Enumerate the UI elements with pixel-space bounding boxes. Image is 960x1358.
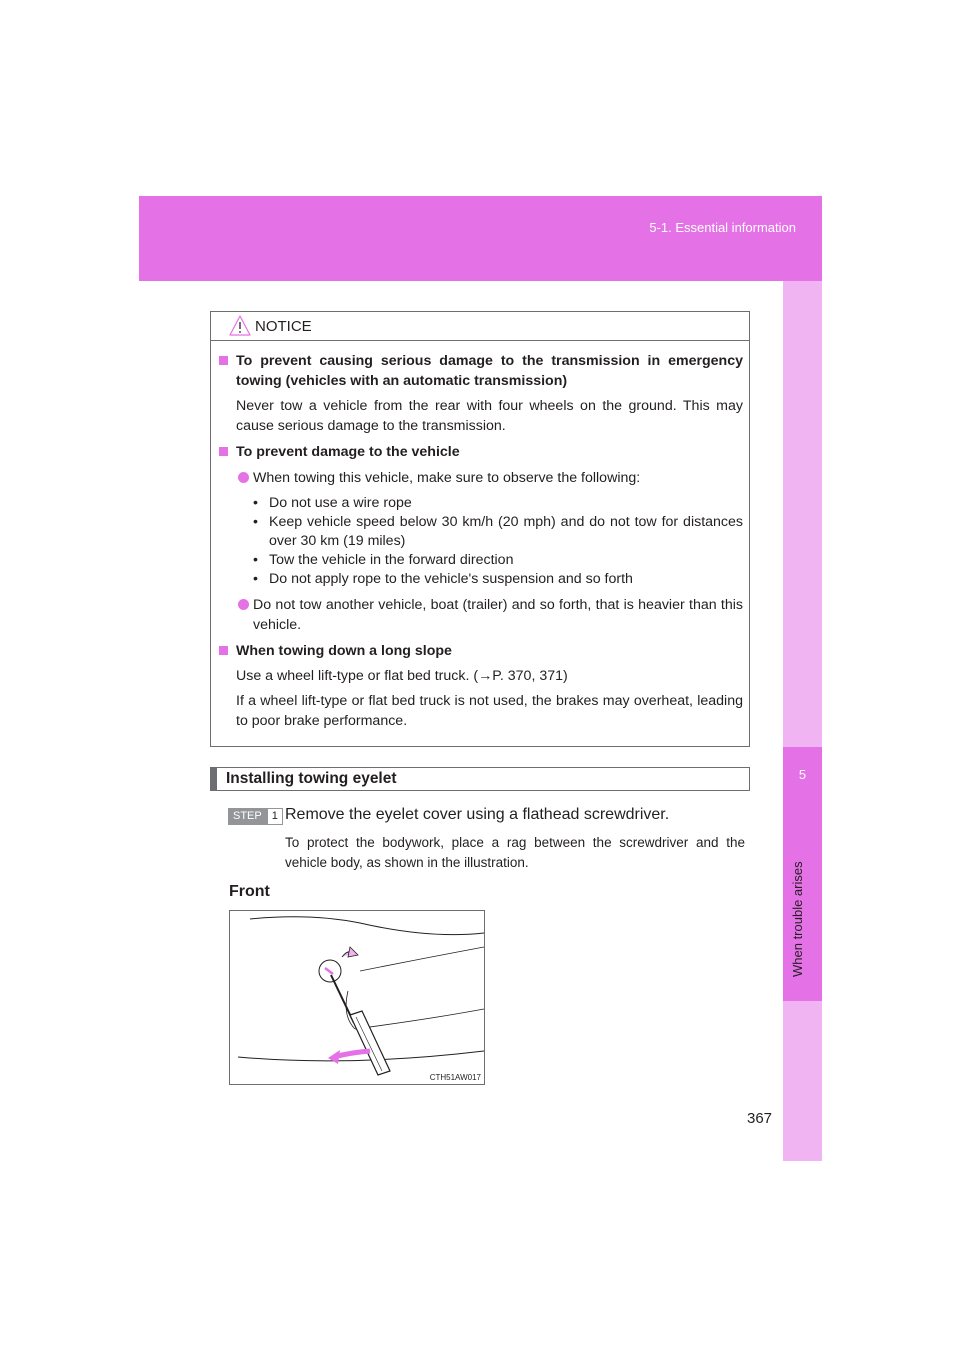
- notice-bullet-text: Do not use a wire rope: [269, 495, 412, 511]
- page-number: 367: [747, 1110, 773, 1127]
- notice-bullet: [218, 551, 743, 570]
- notice-title: NOTICE: [255, 318, 312, 335]
- notice-item-text: Do not tow another vehicle, boat (trailer) and so forth, that is heavier than this vehicle.: [253, 597, 743, 633]
- notice-body: [211, 341, 749, 731]
- illustration: [229, 910, 485, 1085]
- section-title: Installing towing eyelet: [226, 770, 397, 787]
- bullet-icon: •: [253, 552, 258, 568]
- notice-bullet-text: Keep vehicle speed below 30 km/h (20 mph) and do not tow for distances over 30 km (19 miles): [269, 514, 743, 549]
- square-bullet-icon: [219, 646, 228, 655]
- side-tab: [783, 281, 822, 1161]
- notice-paragraph: If a wheel lift-type or flat bed truck is not used, the brakes may overheat, leading to poor brake performance.: [236, 693, 743, 729]
- bullet-icon: •: [253, 571, 258, 587]
- notice-bullet: [218, 494, 743, 513]
- square-bullet-icon: [219, 356, 228, 365]
- notice-paragraph: Never tow a vehicle from the rear with four wheels on the ground. This may cause serious damage to the transmission.: [236, 398, 743, 434]
- notice-bullet-text: Do not apply rope to the vehicle's suspension and so forth: [269, 571, 633, 587]
- header-band: [139, 196, 822, 281]
- notice-circle-item: [218, 595, 743, 635]
- illustration-code: CTH51AW017: [429, 1073, 481, 1082]
- notice-heading: [218, 351, 743, 391]
- notice-paragraph: Use a wheel lift-type or flat bed truck. (→P. 370, 371): [236, 668, 568, 684]
- step-badge-word: STEP: [228, 808, 267, 825]
- chapter-number: 5: [798, 767, 807, 782]
- step-instruction: Remove the eyelet cover using a flathead screwdriver.: [285, 806, 670, 823]
- screwdriver-illustration: [230, 911, 485, 1085]
- notice-bullet: [218, 513, 743, 551]
- notice-heading-text: To prevent damage to the vehicle: [236, 444, 460, 460]
- notice-circle-item: [218, 468, 743, 488]
- chapter-title: When trouble arises: [790, 861, 805, 977]
- section-heading-bar: [210, 767, 750, 791]
- step-note: To protect the bodywork, place a rag between the screwdriver and the vehicle body, as shown in the illustration.: [285, 835, 745, 870]
- bullet-icon: •: [253, 514, 258, 530]
- circle-bullet-icon: [238, 599, 249, 610]
- notice-heading: [218, 641, 743, 661]
- notice-heading: [218, 442, 743, 462]
- square-bullet-icon: [219, 447, 228, 456]
- notice-item-text: When towing this vehicle, make sure to observe the following:: [253, 470, 641, 486]
- warning-icon: [229, 315, 251, 336]
- step-badge-number: 1: [267, 808, 283, 825]
- notice-heading-text: To prevent causing serious damage to the transmission in emergency towing (vehicles with an automatic transmission): [236, 353, 743, 389]
- notice-bullet-text: Tow the vehicle in the forward direction: [269, 552, 514, 568]
- notice-box: [210, 311, 750, 747]
- notice-header: [211, 312, 749, 341]
- notice-heading-text: When towing down a long slope: [236, 643, 452, 659]
- step-badge: [228, 808, 283, 825]
- circle-bullet-icon: [238, 472, 249, 483]
- bullet-icon: •: [253, 495, 258, 511]
- notice-bullet: [218, 570, 743, 589]
- section-breadcrumb: 5-1. Essential information: [649, 220, 796, 235]
- figure-label: Front: [229, 883, 270, 900]
